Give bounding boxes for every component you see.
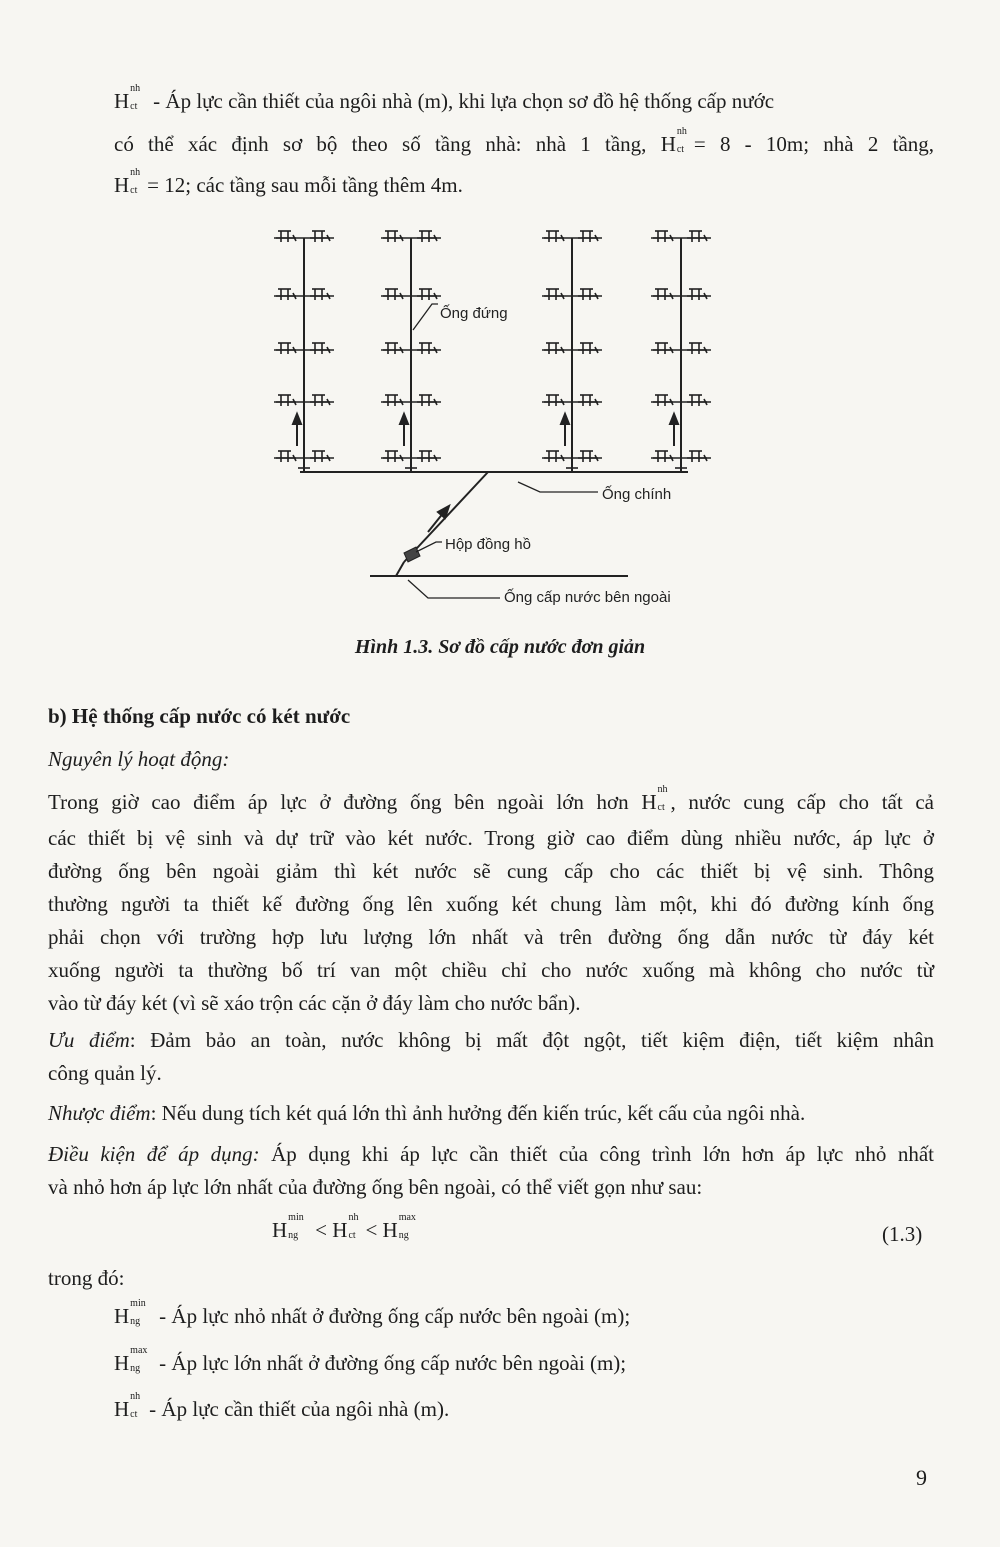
fixture-icon [310,231,330,242]
figure-caption: Hình 1.3. Sơ đồ cấp nước đơn giản [354,636,646,658]
disadvantage-line: Nhược điểm: Nếu dung tích két quá lớn thì ảnh hưởng đến kiến trúc, kết cấu của ngôi nhà. [48,1101,806,1125]
fixture-icon [417,343,437,354]
fixture-icon [417,395,437,406]
fixture-icon [276,451,296,462]
fixture-icon [544,231,564,242]
service-connection [396,562,404,576]
equation-number: (1.3) [882,1222,923,1246]
symbol-h-nh-ct: H nh ct [114,167,141,197]
fixture-icon [383,451,403,462]
definition-min: H min ng - Áp lực nhỏ nhất ở đường ống cấp nước bên ngoài (m); [114,1300,630,1333]
symbol-h-nh-ct: H nh ct [641,784,668,814]
fixture-icon [276,343,296,354]
fixture-icon [383,395,403,406]
section-heading: b) Hệ thống cấp nước có két nước [48,704,351,728]
fixture-icon [383,343,403,354]
leader-lines [408,304,598,598]
fixture-icon [417,231,437,242]
fixture-group [274,231,711,468]
fixture-icon [310,289,330,300]
fixture-icon [383,289,403,300]
fixture-icon [687,289,707,300]
page-number: 9 [916,1465,927,1490]
fixture-icon [653,231,673,242]
fixture-icon [417,289,437,300]
pipe-network [300,238,688,576]
fixture-icon [653,451,673,462]
advantage-line-1: Ưu điểm: Đảm bảo an toàn, nước không bị mất đột ngột, tiết kiệm điện, tiết kiệm nhân [48,1028,935,1052]
fixture-icon [687,395,707,406]
where-label: trong đó: [48,1266,125,1290]
fixture-icon [687,343,707,354]
label-hop-dong-ho: Hộp đồng hồ [445,536,531,553]
fixture-icon [383,231,403,242]
principle-line-7: vào từ đáy két (vì sẽ xáo trộn các cặn ở đáy làm cho nước bẩn). [48,991,581,1015]
fixture-icon [687,451,707,462]
fixture-icon [310,451,330,462]
fixture-icon [310,395,330,406]
fixture-icon [544,395,564,406]
fixture-icon [578,395,598,406]
fixture-icon [578,451,598,462]
symbol-h-min-ng: H min ng [114,1298,146,1328]
fixture-icon [417,451,437,462]
symbol-h-nh-ct: H nh ct [332,1212,359,1242]
condition-line-2: và nhỏ hơn áp lực lớn nhất của đường ống bên ngoài, có thể viết gọn như sau: [48,1175,703,1199]
principle-line-6: xuống người ta thường bố trí van một chiều chỉ cho nước xuống mà không cho nước từ [48,958,934,982]
symbol-h-min-ng: H min ng [272,1212,304,1242]
fixture-icon [544,343,564,354]
fixture-icon [310,343,330,354]
definition-max: H max ng - Áp lực lớn nhất ở đường ống cấp nước bên ngoài (m); [114,1347,626,1380]
fixture-icon [578,343,598,354]
fixture-icon [544,451,564,462]
fixture-icon [276,289,296,300]
water-supply-diagram [0,0,1000,640]
fixture-icon [578,231,598,242]
principle-label: Nguyên lý hoạt động: [48,747,230,771]
intro-line-1: H nh ct - Áp lực cần thiết của ngôi nhà (m), khi lựa chọn sơ đồ hệ thống cấp nước [114,85,934,118]
symbol-h-nh-ct: H nh ct [114,1391,141,1421]
intro-line-3: H nh ct = 12; các tầng sau mỗi tầng thêm 4m. [114,169,934,202]
fixture-icon [544,289,564,300]
symbol-h-max-ng: H max ng [114,1345,148,1375]
fixture-icon [687,231,707,242]
advantage-line-2: công quản lý. [48,1061,162,1085]
principle-line-2: các thiết bị vệ sinh và dự trữ vào két nước. Trong giờ cao điểm dùng nhiều nước, áp lực ở [48,826,934,850]
principle-line-1: Trong giờ cao điểm áp lực ở đường ống bên ngoài lớn hơn H nh ct , nước cung cấp cho tất cả [48,786,934,819]
fixture-icon [653,289,673,300]
fixture-icon [276,395,296,406]
symbol-h-nh-ct: H nh ct [660,126,687,156]
principle-line-4: thường người ta thiết kế đường ống lên xuống két chung làm một, khi đó đường kính ống [48,892,934,916]
equation-1-3: H min ng < H nh ct < H max ng [272,1214,398,1247]
principle-line-5: phải chọn với trường hợp lưu lượng lớn nhất và trên đường ống dẫn nước từ đáy két [48,925,934,949]
definition-nh: H nh ct - Áp lực cần thiết của ngôi nhà (m). [114,1393,449,1426]
principle-line-3: đường ống bên ngoài giảm thì két nước sẽ cung cấp cho các thiết bị vệ sinh. Thông [48,859,934,883]
condition-line-1: Điều kiện để áp dụng: Áp dụng khi áp lực cần thiết của công trình lớn hơn áp lực nhỏ nhất [48,1142,934,1166]
fixture-icon [578,289,598,300]
label-ong-chinh: Ống chính [602,486,672,503]
label-ong-cap-ngoai: Ống cấp nước bên ngoài [504,589,671,606]
label-ong-dung: Ống đứng [440,305,508,322]
intro-line-2: có thể xác định sơ bộ theo số tầng nhà: nhà 1 tầng, H nh ct = 8 - 10m; nhà 2 tầng, [114,128,934,161]
fixture-icon [276,231,296,242]
fixture-icon [653,343,673,354]
fixture-icon [653,395,673,406]
symbol-h-max-ng: H max ng [382,1212,416,1242]
symbol-h-nh-ct: H nh ct [114,83,141,113]
